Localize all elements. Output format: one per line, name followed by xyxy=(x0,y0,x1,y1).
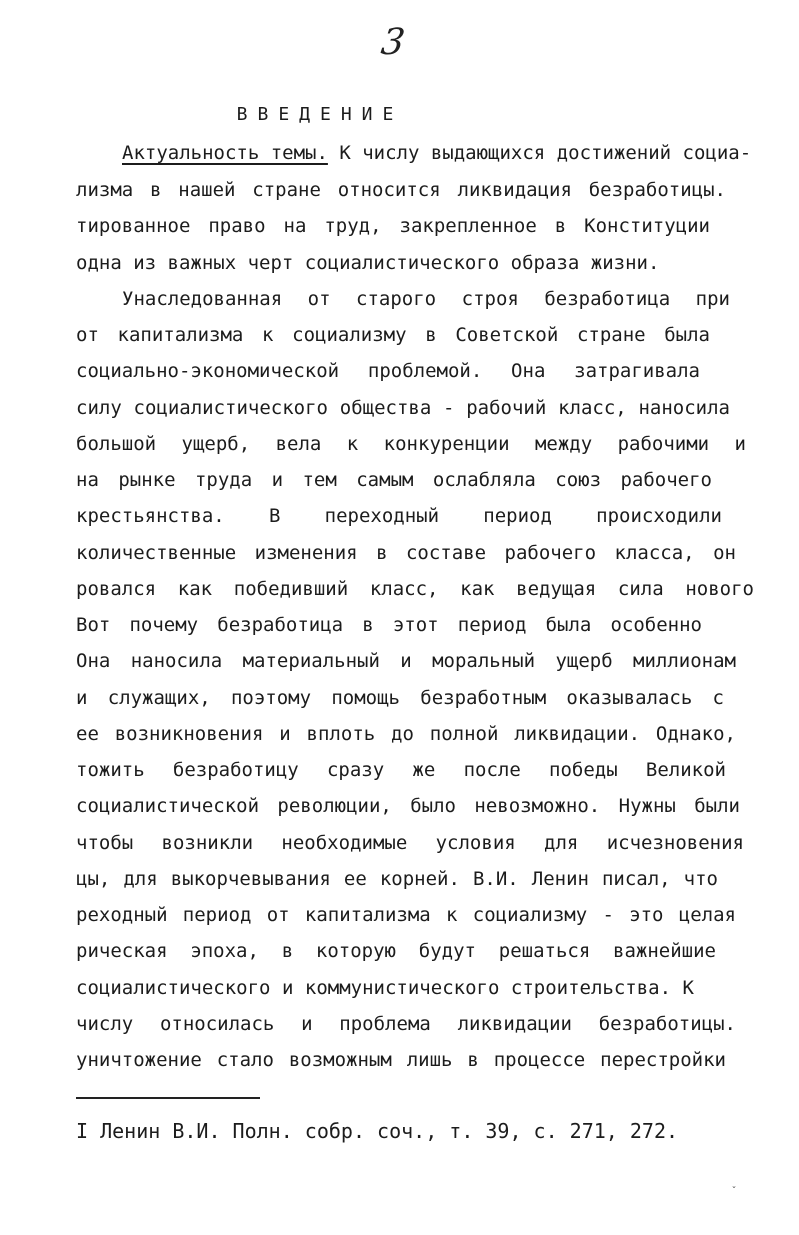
text-line-17: ее возникновения и вплоть до полной ликвидации. Однако, xyxy=(76,723,736,745)
text-line-23: рическая эпоха, в которую будут решаться важнейшие xyxy=(76,940,716,962)
text-line-18: тожить безработицу сразу же после победы Великой xyxy=(76,759,726,781)
text-line-21: цы, для выкорчевывания ее корней. В.И. Ленин писал, что xyxy=(76,868,718,890)
text-line-16: и служащих, поэтому помощь безработным оказывалась с xyxy=(76,687,724,709)
text-line-8: силу социалистического общества - рабочий класс, наносила xyxy=(76,397,730,419)
page-number: 3 xyxy=(378,22,408,63)
footnote: I Ленин В.И. Полн. собр. соч., т. 39, с. 271, 272. xyxy=(76,1119,679,1143)
text-line-10: на рынке труда и тем самым ослабляла союз рабочего xyxy=(76,469,712,491)
text-line-6: от капитализма к социализму в Советской стране была xyxy=(76,324,710,346)
text-line-14: Вот почему безработица в этот период была особенно xyxy=(76,614,702,636)
text-line-5: Унаследованная от старого строя безработица при xyxy=(122,288,730,310)
text-line-22: реходный период от капитализма к социализму - это целая xyxy=(76,904,736,926)
text-line-7: социально-экономической проблемой. Она затрагивала xyxy=(76,360,700,382)
text-line-13: ровался как победивший класс, как ведущая сила нового xyxy=(76,578,754,600)
section-title: ВВЕДЕНИЕ xyxy=(236,104,404,125)
text-line-24: социалистического и коммунистического строительства. К xyxy=(76,977,694,999)
text-line-3: тированное право на труд, закрепленное в Конституции xyxy=(76,215,710,237)
text-line-4: одна из важных черт социалистического образа жизни. xyxy=(76,252,660,274)
text-line-9: большой ущерб, вела к конкуренции между рабочими и xyxy=(76,433,746,455)
text-line-20: чтобы возникли необходимые условия для исчезновения xyxy=(76,832,744,854)
text-line-1 xyxy=(122,141,752,165)
text-line-25: числу относилась и проблема ликвидации безработицы. xyxy=(76,1013,736,1035)
text-line-2: лизма в нашей стране относится ликвидация безработицы. xyxy=(76,179,726,201)
text-line-19: социалистической революции, было невозможно. Нужны были xyxy=(76,795,740,817)
text-line-26: уничтожение стало возможным лишь в процессе перестройки xyxy=(76,1049,726,1071)
footnote-separator xyxy=(76,1097,260,1099)
text-line-11: крестьянства. В переходный период происходили xyxy=(76,505,722,527)
text-line-1-rest: К числу выдающихся достижений социа- xyxy=(327,142,752,164)
intro-heading: Актуальность темы. xyxy=(122,142,328,164)
text-line-12: количественные изменения в составе рабочего класса, он xyxy=(76,542,736,564)
text-line-15: Она наносила материальный и моральный ущерб миллионам xyxy=(76,650,736,672)
corner-mark: ˇ xyxy=(731,1186,738,1197)
